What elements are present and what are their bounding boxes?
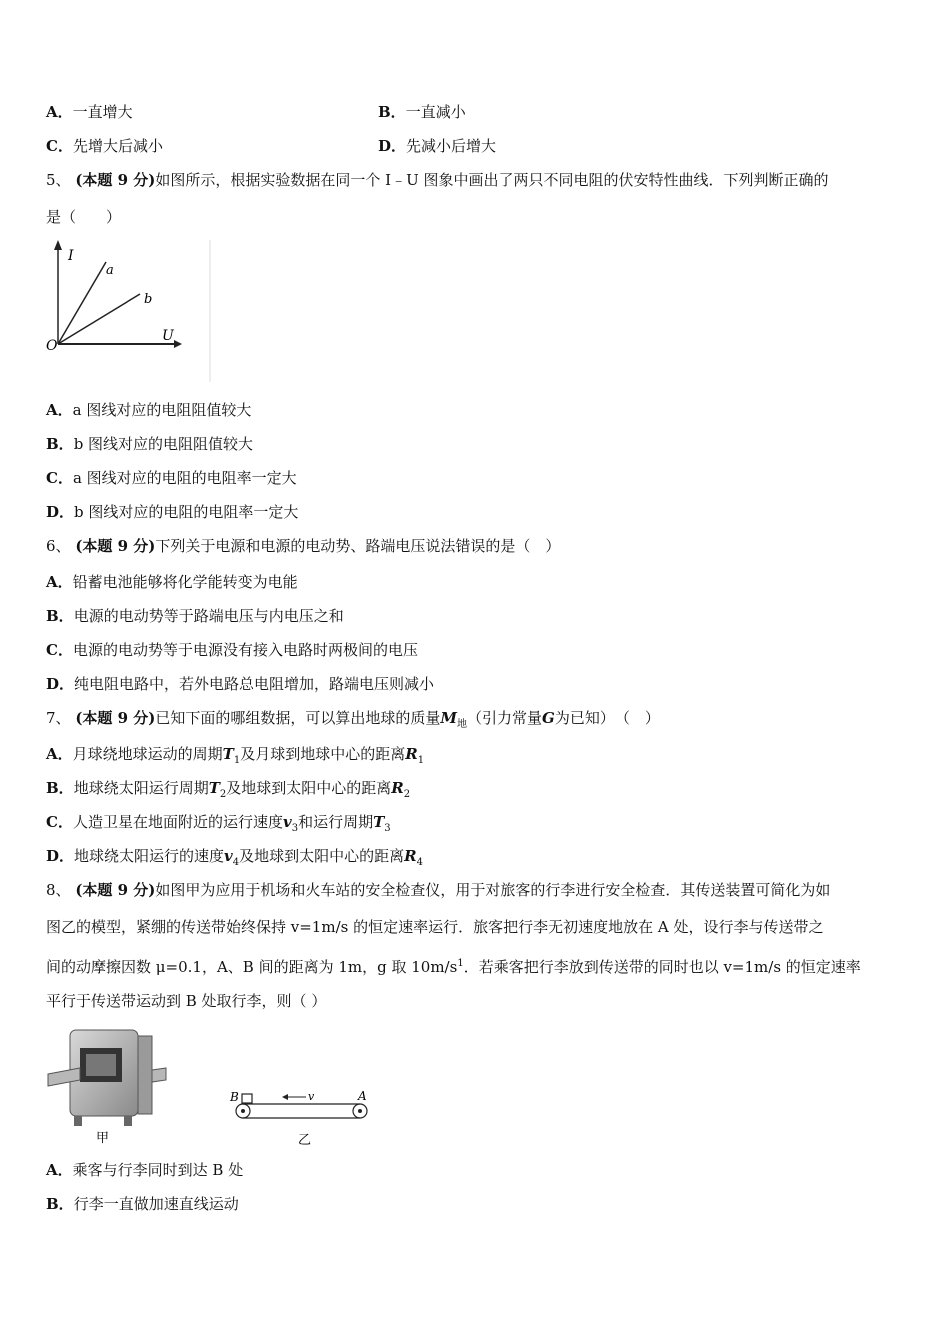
option-text: a 图线对应的电阻阻值较大 xyxy=(72,401,252,419)
q5-option-c xyxy=(46,468,297,488)
option-text: 电源的电动势等于路端电压与内电压之和 xyxy=(73,607,344,625)
iu-graph xyxy=(44,236,214,386)
option-text: 一直减小 xyxy=(405,103,466,121)
q8-stem-cont xyxy=(46,917,823,937)
q8-stem xyxy=(46,880,830,900)
question-score: (本题 9 分) xyxy=(75,171,156,189)
subscript: 2 xyxy=(219,789,227,800)
q4-option-a xyxy=(46,102,133,122)
option-label: B． xyxy=(46,1195,74,1213)
conveyor-figure xyxy=(228,1086,378,1150)
option-label: D． xyxy=(378,137,407,155)
question-stem: 下列关于电源和电源的电动势、路端电压说法错误的是（ ） xyxy=(155,537,561,555)
q6-option-b xyxy=(46,606,344,626)
option-label: D． xyxy=(46,675,75,693)
q8-option-b xyxy=(46,1194,239,1214)
option-label: A． xyxy=(46,573,73,591)
option-label: B． xyxy=(378,103,406,121)
variable: R xyxy=(391,779,404,797)
q5-option-b xyxy=(46,434,253,454)
question-number: 6、 xyxy=(46,537,71,555)
luggage-box xyxy=(242,1094,252,1103)
q6-option-d xyxy=(46,674,434,694)
option-text: 一直增大 xyxy=(72,103,133,121)
option-label: B． xyxy=(46,779,74,797)
q4-option-c xyxy=(46,136,163,156)
question-stem: ．若乘客把行李放到传送带的同时也以 v=1m/s 的恒定速率 xyxy=(463,958,861,976)
question-stem: 如图所示，根据实验数据在同一个 I﹣U 图象中画出了两只不同电阻的伏安特性曲线．下列判断正确的 xyxy=(155,171,829,189)
variable: v xyxy=(224,847,233,865)
question-stem: 平行于传送带运动到 B 处取行李，则（ ） xyxy=(46,992,327,1010)
option-label: D． xyxy=(46,503,75,521)
variable: R xyxy=(405,745,418,763)
q7-option-c xyxy=(46,812,391,839)
option-text: b 图线对应的电阻阻值较大 xyxy=(73,435,254,453)
q4-option-b xyxy=(378,102,466,122)
q5-stem xyxy=(46,170,829,190)
option-text: 地球绕太阳运行周期 xyxy=(73,779,209,797)
option-label: A． xyxy=(46,401,73,419)
question-score: (本题 9 分) xyxy=(75,709,156,727)
q7-option-d xyxy=(46,846,423,873)
option-label: B． xyxy=(46,435,74,453)
question-number: 5、 xyxy=(46,171,71,189)
option-label: D． xyxy=(46,847,75,865)
q5-stem-cont xyxy=(46,207,121,227)
variable: R xyxy=(404,847,417,865)
q7-stem xyxy=(46,708,660,735)
option-text: 先减小后增大 xyxy=(406,137,497,155)
option-label: C． xyxy=(46,137,73,155)
subscript: 4 xyxy=(232,857,240,868)
q8-stem-cont xyxy=(46,954,861,977)
label-a: A xyxy=(358,1089,367,1103)
question-stem: 间的动摩擦因数 μ=0.1，A、B 间的距离为 1m，g 取 10m/s xyxy=(46,958,458,976)
subscript: 1 xyxy=(233,755,241,766)
q6-stem xyxy=(46,536,560,556)
option-text: 月球绕地球运动的周期 xyxy=(72,745,223,763)
variable: T xyxy=(208,779,220,797)
security-scanner-figure xyxy=(44,1024,174,1149)
question-number: 8、 xyxy=(46,881,71,899)
line-b-label: b xyxy=(144,292,153,307)
option-text: a 图线对应的电阻的电阻率一定大 xyxy=(72,469,297,487)
option-text: 铅蓄电池能够将化学能转变为电能 xyxy=(72,573,298,591)
option-text: 电源的电动势等于电源没有接入电路时两极间的电压 xyxy=(72,641,418,659)
option-text: b 图线对应的电阻的电阻率一定大 xyxy=(74,503,299,521)
q6-option-a xyxy=(46,572,298,592)
question-stem: 图乙的模型，紧绷的传送带始终保持 v=1m/s 的恒定速率运行．旅客把行李无初速度地放在 A 处，设行李与传送带之 xyxy=(46,918,824,936)
subscript: 3 xyxy=(384,823,391,834)
question-score: (本题 9 分) xyxy=(75,881,156,899)
q4-option-d xyxy=(378,136,496,156)
option-text: 和运行周期 xyxy=(298,813,374,831)
option-label: C． xyxy=(46,469,73,487)
question-score: (本题 9 分) xyxy=(75,537,156,555)
velocity-label: v xyxy=(308,1090,315,1103)
option-text: 先增大后减小 xyxy=(72,137,163,155)
question-number: 7、 xyxy=(46,709,71,727)
caption-jia: 甲 xyxy=(96,1131,110,1146)
option-label: B． xyxy=(46,607,74,625)
question-stem: 如图甲为应用于机场和火车站的安全检查仪，用于对旅客的行李进行安全检查．其传送装置可简化为如 xyxy=(155,881,831,899)
q7-option-b xyxy=(46,778,410,805)
option-label: A． xyxy=(46,1161,73,1179)
variable: T xyxy=(373,813,385,831)
q7-option-a xyxy=(46,744,424,771)
variable: v xyxy=(282,813,292,831)
subscript: 3 xyxy=(291,823,299,834)
option-text: 及地球到太阳中心的距离 xyxy=(239,847,405,865)
origin-label: O xyxy=(46,338,58,354)
superscript: 1 xyxy=(457,958,464,969)
variable: T xyxy=(222,745,234,763)
option-label: C． xyxy=(46,813,73,831)
option-label: A． xyxy=(46,745,73,763)
axis-i-label: I xyxy=(68,248,74,264)
variable-m: M xyxy=(440,709,458,727)
label-b: B xyxy=(230,1090,239,1104)
subscript: 1 xyxy=(417,755,425,766)
q6-option-c xyxy=(46,640,418,660)
option-text: 人造卫星在地面附近的运行速度 xyxy=(72,813,283,831)
option-label: A． xyxy=(46,103,73,121)
question-stem: 是（ ） xyxy=(46,208,122,226)
axis-u-label: U xyxy=(162,328,174,344)
variable-g: G xyxy=(542,709,555,727)
caption-yi: 乙 xyxy=(298,1133,312,1148)
line-a xyxy=(58,262,106,344)
line-b xyxy=(58,294,140,344)
q8-stem-cont xyxy=(46,991,326,1011)
q8-option-a xyxy=(46,1160,243,1180)
q5-option-a xyxy=(46,400,251,420)
subscript: 地 xyxy=(457,719,468,730)
option-text: 行李一直做加速直线运动 xyxy=(73,1195,239,1213)
subscript: 2 xyxy=(403,789,411,800)
option-text: 及月球到地球中心的距离 xyxy=(240,745,406,763)
subscript: 4 xyxy=(416,857,423,868)
question-stem: 为已知） （ ） xyxy=(554,709,660,727)
option-text: 纯电阻电路中，若外电路总电阻增加，路端电压则减小 xyxy=(74,675,435,693)
question-stem: （引力常量 xyxy=(467,709,543,727)
option-text: 乘客与行李同时到达 B 处 xyxy=(72,1161,244,1179)
option-label: C． xyxy=(46,641,73,659)
q5-option-d xyxy=(46,502,298,522)
question-stem: 已知下面的哪组数据，可以算出地球的质量 xyxy=(155,709,441,727)
line-a-label: a xyxy=(106,263,114,278)
option-text: 及地球到太阳中心的距离 xyxy=(226,779,392,797)
option-text: 地球绕太阳运行的速度 xyxy=(74,847,225,865)
